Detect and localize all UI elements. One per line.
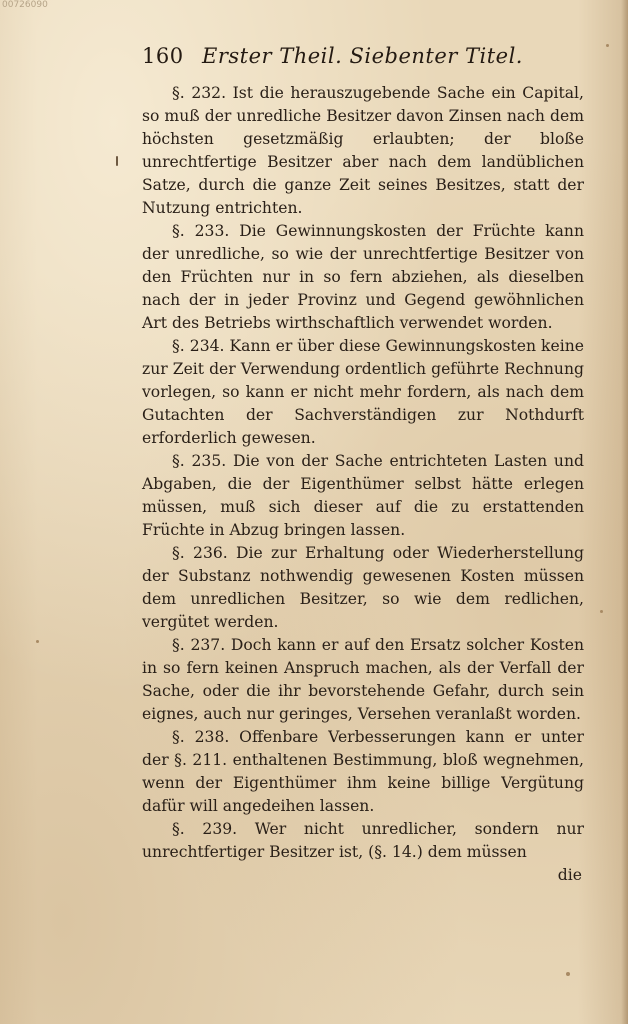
page-id-mark: 00726090	[2, 0, 48, 10]
paragraph-234: §. 234. Kann er über diese Gewinnungskosten keine zur Zeit der Verwendung ordentlich geführte Rechnung vorlegen, so kann er nicht mehr fordern, als nach dem Gutachten der Sachverständigen zur Nothdurft erforderlich gewesen.	[142, 337, 584, 447]
body-text	[142, 82, 584, 887]
paragraph-232: §. 232. Ist die herauszugebende Sache ein Capital, so muß der unredliche Besitzer davon Zinsen nach dem höchsten gesetzmäßig erlaubten; der bloße unrechtfertige Besitzer aber nach dem landüblichen Satze, durch die ganze Zeit seines Besitzes, statt der Nutzung entrichten.	[142, 84, 584, 217]
page-edge-shadow	[621, 0, 628, 1024]
running-title: Erster Theil. Siebenter Titel.	[202, 44, 523, 68]
paragraph-238: §. 238. Offenbare Verbesserungen kann er unter der §. 211. enthaltenen Bestimmung, bloß wegnehmen, wenn der Eigenthümer ihm keine billige Vergütung dafür will angedeihen lassen.	[142, 728, 584, 815]
page-number: 160	[142, 44, 184, 68]
running-header	[142, 40, 562, 76]
foxing-speck	[566, 972, 570, 976]
paragraph-233: §. 233. Die Gewinnungskosten der Früchte kann der unredliche, so wie der unrechtfertige Besitzer von den Früchten nur in so fern abziehen, als dieselben nach der in jeder Provinz und Gegend gewöhnlichen Art des Betriebs wirthschaftlich verwendet worden.	[142, 222, 584, 332]
paragraph-239: §. 239. Wer nicht unredlicher, sondern nur unrechtfertiger Besitzer ist, (§. 14.) dem müssen	[142, 820, 584, 861]
foxing-speck	[36, 640, 39, 643]
paragraph-236: §. 236. Die zur Erhaltung oder Wiederherstellung der Substanz nothwendig gewesenen Kosten müssen dem unredlichen Besitzer, so wie dem redlichen, vergütet werden.	[142, 544, 584, 631]
foxing-speck	[606, 44, 609, 47]
paragraph-235: §. 235. Die von der Sache entrichteten Lasten und Abgaben, die der Eigenthümer selbst hätte erlegen müssen, muß sich dieser auf die zu erstattenden Früchte in Abzug bringen lassen.	[142, 452, 584, 539]
catchword: die	[557, 866, 582, 884]
margin-mark	[116, 156, 118, 166]
paragraph-237: §. 237. Doch kann er auf den Ersatz solcher Kosten in so fern keinen Anspruch machen, als der Verfall der Sache, oder die ihr bevorstehende Gefahr, durch sein eignes, auch nur geringes, Versehen veranlaßt worden.	[142, 636, 584, 723]
foxing-speck	[600, 610, 603, 613]
